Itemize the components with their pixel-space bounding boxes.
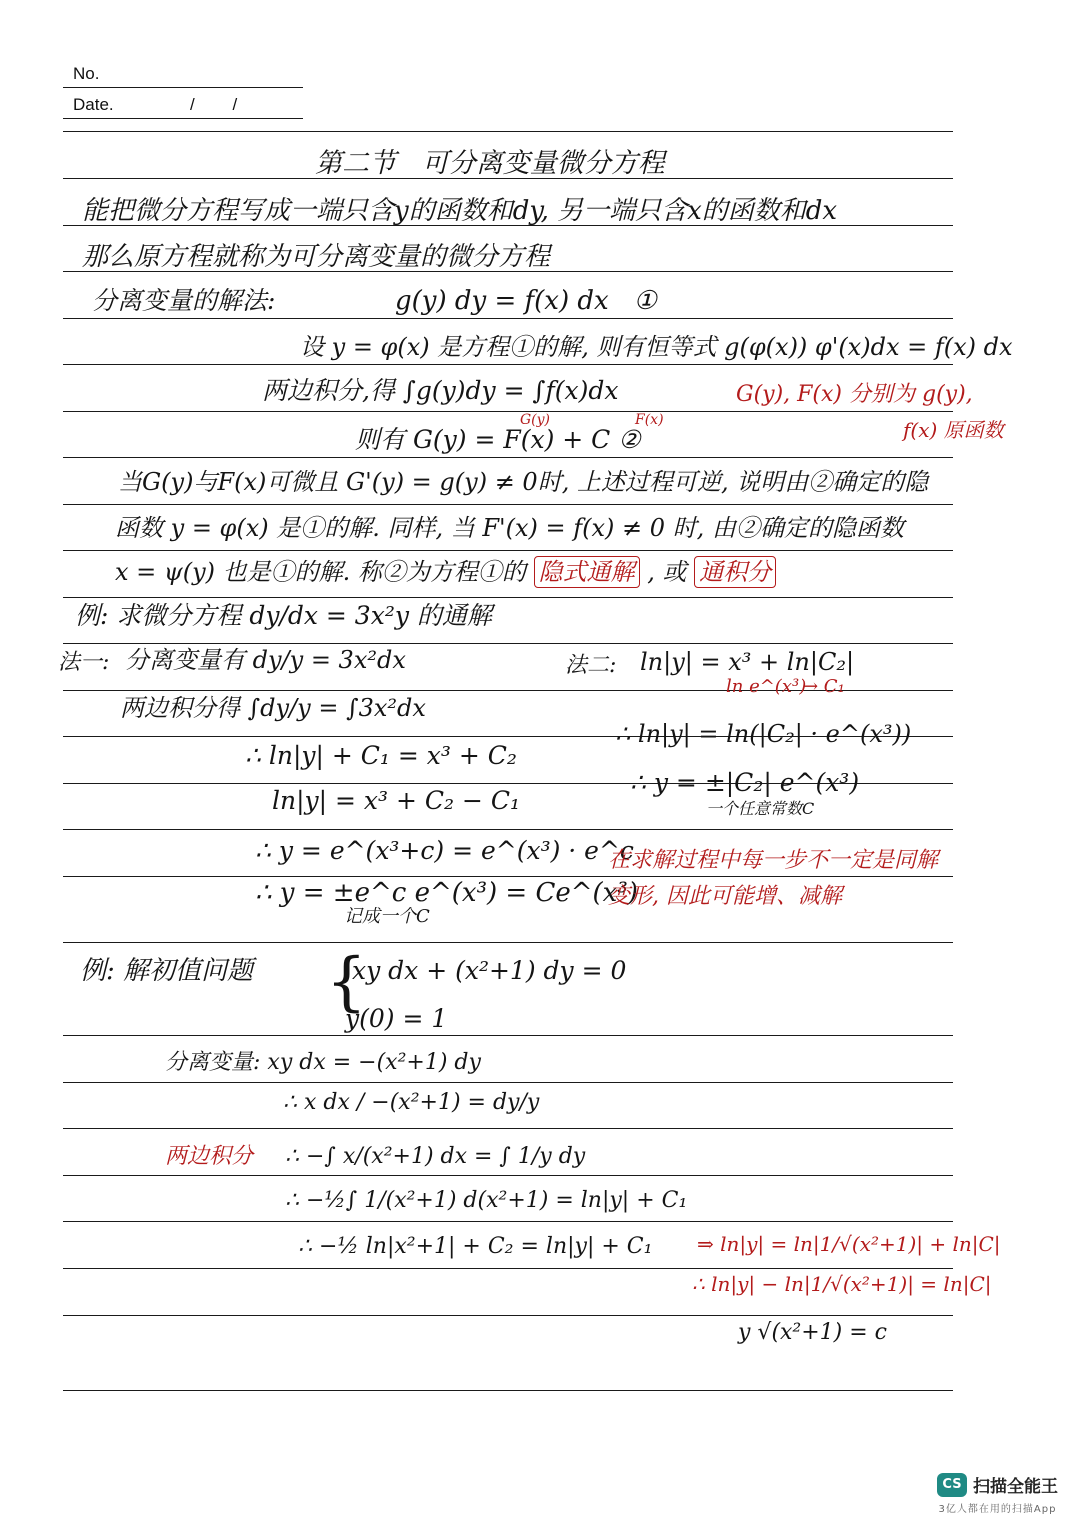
method2-step2: ∴ ln|y| = ln(|C₂| · e^(x³)) <box>615 720 912 748</box>
ruled-line <box>63 1315 953 1316</box>
method2-step3: ∴ y = ±|C₂| e^(x³) <box>630 768 860 797</box>
explanation-line-2: 函数 y = φ(x) 是①的解. 同样, 当 F'(x) = f(x) ≠ 0 时, 由②确定的隐函数 <box>115 514 904 542</box>
ruled-line <box>63 1175 953 1176</box>
remark-line-1: 在求解过程中每一步不一定是同解 <box>608 848 939 873</box>
camscanner-logo-icon: CS <box>937 1473 967 1497</box>
system-brace: { <box>326 945 367 1019</box>
no-label: No. <box>73 64 100 83</box>
integrate-line: 两边积分,得 ∫g(y)dy = ∫f(x)dx <box>262 376 619 405</box>
intro-line-1: 能把微分方程写成一端只含y的函数和dy, 另一端只含x的函数和dx <box>82 196 838 226</box>
ruled-line <box>63 457 953 458</box>
method2-step1: ln|y| = x³ + ln|C₂| <box>640 648 855 676</box>
method2-label: 法二: <box>565 653 617 678</box>
ruled-line <box>63 1128 953 1129</box>
intro-line-2: 那么原方程就称为可分离变量的微分方程 <box>82 242 551 272</box>
ruled-line <box>63 550 953 551</box>
integrate-note: G(y), F(x) 分别为 g(y), <box>736 382 973 407</box>
method1-step5: ∴ y = e^(x³+c) = e^(x³) · e^c <box>255 836 634 865</box>
method1-label: 法一: <box>58 650 110 675</box>
explanation-line-3-b: , 或 <box>647 558 687 586</box>
example2-right-1: ⇒ ln|y| = ln|1/√(x²+1)| + ln|C| <box>697 1232 1001 1256</box>
remark-line-2: 变形, 因此可能增、减解 <box>608 884 842 909</box>
under-f-note: F(x) <box>635 412 664 428</box>
explanation-line-3-a: x = ψ(y) 也是①的解. 称②为方程①的 <box>115 558 526 586</box>
example2-step4: ∴ −½∫ 1/(x²+1) d(x²+1) = ln|y| + C₁ <box>285 1188 688 1213</box>
example2-right-3: y √(x²+1) = c <box>738 1320 888 1345</box>
ruled-line <box>63 411 953 412</box>
no-underline <box>63 87 303 88</box>
method1-note: 记成一个C <box>344 906 430 927</box>
watermark-name: 扫描全能王 <box>973 1477 1058 1497</box>
date-slashes: / / <box>190 95 238 114</box>
example2-step3: ∴ −∫ x/(x²+1) dx = ∫ 1/y dy <box>285 1144 586 1169</box>
date-label: Date. <box>73 95 114 114</box>
example2-eq2: y(0) = 1 <box>345 1004 448 1033</box>
ruled-line <box>63 1221 953 1222</box>
date-underline <box>63 118 303 119</box>
method1-step6: ∴ y = ±e^c e^(x³) = Ce^(x³) <box>255 878 638 908</box>
implicit-general-solution-box: 隐式通解 <box>534 556 640 588</box>
original-function-note: f(x) 原函数 <box>903 418 1004 442</box>
example2-eq1: xy dx + (x²+1) dy = 0 <box>352 956 627 985</box>
ruled-line <box>63 131 953 132</box>
under-g-note: G(y) <box>520 412 551 428</box>
ruled-line <box>63 364 953 365</box>
ruled-line <box>63 1268 953 1269</box>
example2-step1: 分离变量: xy dx = −(x²+1) dy <box>165 1050 481 1075</box>
method1-step3: ∴ ln|y| + C₁ = x³ + C₂ <box>245 741 517 770</box>
ruled-line <box>63 876 953 877</box>
example2-step3-label: 两边积分 <box>165 1144 254 1169</box>
example2-title: 例: 解初值问题 <box>80 956 254 986</box>
explanation-line-3 <box>115 560 776 584</box>
method1-step1: 分离变量有 dy/y = 3x²dx <box>125 646 406 674</box>
method-equation: g(y) dy = f(x) dx ① <box>395 286 657 316</box>
general-integral-box: 通积分 <box>694 556 776 588</box>
result-line: 则有 G(y) = F(x) + C ② <box>355 425 641 454</box>
example2-step2: ∴ x dx / −(x²+1) = dy/y <box>283 1090 540 1115</box>
section-title: 第二节 可分离变量微分方程 <box>315 148 665 179</box>
identity-line: 设 y = φ(x) 是方程①的解, 则有恒等式 g(φ(x)) φ'(x)dx = f(x) dx <box>300 333 1013 361</box>
ruled-line <box>63 1082 953 1083</box>
ruled-line <box>63 1390 953 1391</box>
explanation-line-1: 当G(y)与F(x)可微且 G'(y) = g(y) ≠ 0时, 上述过程可逆, 说明由②确定的隐 <box>118 468 929 496</box>
ruled-line <box>63 643 953 644</box>
scanner-watermark <box>937 1472 1058 1515</box>
example1-title: 例: 求微分方程 dy/dx = 3x²y 的通解 <box>75 601 492 630</box>
method-label: 分离变量的解法: <box>92 286 276 315</box>
ruled-line <box>63 504 953 505</box>
ruled-line <box>63 1035 953 1036</box>
example2-right-2: ∴ ln|y| − ln|1/√(x²+1)| = ln|C| <box>692 1272 992 1296</box>
ruled-line <box>63 597 953 598</box>
watermark-tagline: 3亿人都在用的扫描App <box>938 1504 1057 1515</box>
method2-note-c: 一个任意常数C <box>706 799 815 818</box>
method1-step4: ln|y| = x³ + C₂ − C₁ <box>272 786 521 815</box>
example2-step5: ∴ −½ ln|x²+1| + C₂ = ln|y| + C₁ <box>298 1234 653 1259</box>
ruled-line <box>63 829 953 830</box>
ruled-line <box>63 942 953 943</box>
method1-step2: 两边积分得 ∫dy/y = ∫3x²dx <box>120 694 426 722</box>
method2-note-a: ln e^(x³) <box>726 676 807 697</box>
method2-note-b: → C₁ <box>803 676 845 697</box>
ruled-line <box>63 318 953 319</box>
